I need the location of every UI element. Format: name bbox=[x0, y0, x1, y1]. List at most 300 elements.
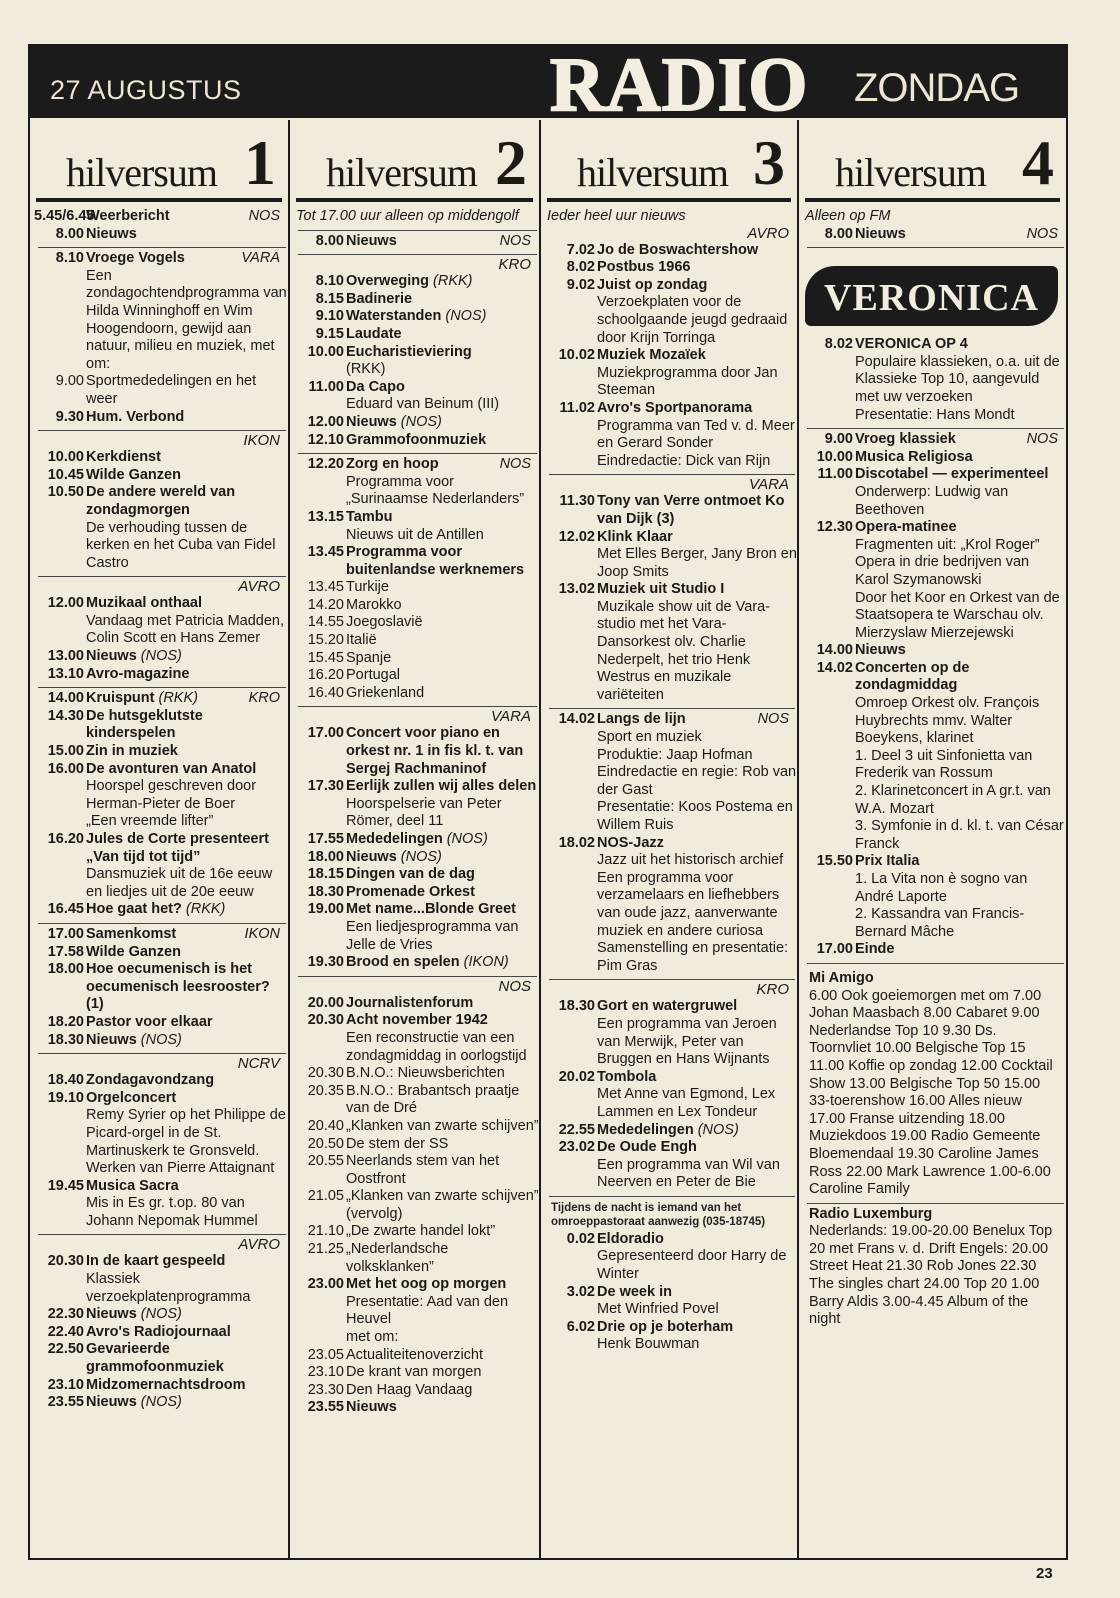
program-time: 8.10 bbox=[315, 273, 344, 290]
program-row bbox=[30, 708, 288, 743]
program-time: 12.10 bbox=[307, 431, 344, 448]
program-title: De Oude Engh bbox=[597, 1139, 697, 1156]
program-broadcaster: (RKK) bbox=[433, 273, 473, 290]
program-row bbox=[290, 849, 539, 867]
program-title: Marokko bbox=[346, 596, 402, 613]
program-row bbox=[30, 743, 288, 761]
program-title: De avonturen van Anatol bbox=[86, 760, 257, 777]
program-description: Een zondagochtendprogramma van Hilda Winninghoff en Wim Hoogendoorn, gewijd aan natuur, milieu en muziek, met om: bbox=[86, 267, 287, 372]
program-time: 18.40 bbox=[47, 1072, 84, 1089]
program-title: Turkije bbox=[346, 579, 389, 596]
program-title: Vroeg klassiek bbox=[855, 431, 956, 448]
program-time: 13.02 bbox=[558, 581, 595, 598]
program-row bbox=[30, 961, 288, 1014]
program-row bbox=[541, 1231, 797, 1284]
program-time: 20.30 bbox=[307, 1065, 344, 1082]
program-list bbox=[290, 230, 539, 1417]
program-title: Samenkomst bbox=[86, 925, 177, 942]
program-time: 13.10 bbox=[47, 665, 84, 682]
program-time: 11.30 bbox=[559, 493, 595, 510]
program-title: Muziek uit Studio I bbox=[597, 581, 725, 598]
program-title: NOS-Jazz bbox=[597, 834, 664, 851]
program-time: 23.55 bbox=[47, 1394, 84, 1411]
program-title: Concerten op de zondagmiddag bbox=[855, 659, 970, 694]
program-row bbox=[30, 1072, 288, 1090]
program-title: Hum. Verbond bbox=[86, 408, 185, 425]
program-row bbox=[290, 1188, 539, 1223]
program-title: De week in bbox=[597, 1283, 672, 1300]
program-description: 1. La Vita non è sogno van André Laporte 2. Kassandra van Francis-Bernard Mâche bbox=[855, 871, 1028, 940]
separator bbox=[549, 979, 795, 980]
program-description: (RKK) bbox=[346, 361, 386, 378]
program-row bbox=[30, 226, 288, 244]
program-title: Gort en watergruwel bbox=[597, 998, 738, 1015]
program-row bbox=[290, 1083, 539, 1118]
program-row bbox=[290, 1347, 539, 1365]
program-time: 22.30 bbox=[47, 1306, 84, 1323]
program-title: Vroege Vogels bbox=[86, 250, 185, 267]
program-time: 10.45 bbox=[47, 466, 84, 483]
program-list bbox=[30, 208, 288, 1412]
program-row bbox=[290, 456, 539, 509]
program-row bbox=[799, 466, 1066, 519]
program-title: Mededelingen bbox=[346, 831, 443, 847]
program-row bbox=[541, 1284, 797, 1319]
station-number: 2 bbox=[495, 127, 527, 198]
broadcaster-label: AVRO bbox=[238, 1236, 280, 1254]
program-row bbox=[290, 995, 539, 1013]
veronica-logo-text: VERONICA bbox=[824, 277, 1039, 320]
program-time: 15.50 bbox=[816, 853, 853, 870]
program-row bbox=[541, 998, 797, 1068]
program-title: Dingen van de dag bbox=[346, 866, 475, 883]
program-title: Nieuws bbox=[86, 225, 137, 242]
program-title: Kerkdienst bbox=[86, 449, 161, 466]
program-time: 13.15 bbox=[307, 508, 344, 525]
program-title: Nieuws bbox=[346, 232, 397, 249]
program-row bbox=[541, 493, 797, 528]
program-description: Sport en muziek Produktie: Jaap Hofman Eindredactie en regie: Rob van der Gast Presentatie: Koos Postema en Willem Ruis bbox=[597, 729, 797, 833]
program-time: 11.02 bbox=[559, 399, 595, 416]
separator bbox=[807, 247, 1064, 248]
program-title: Tony van Verre ontmoet Ko van Dijk (3) bbox=[597, 493, 785, 527]
program-title: „Nederlandsche volksklanken” bbox=[346, 1241, 449, 1275]
program-title: Prix Italia bbox=[855, 853, 920, 870]
program-time: 21.05 bbox=[307, 1188, 344, 1205]
program-time: 22.50 bbox=[47, 1341, 84, 1358]
program-time: 20.35 bbox=[307, 1082, 344, 1099]
station-header bbox=[296, 120, 533, 202]
program-time: 20.55 bbox=[307, 1153, 344, 1170]
program-row bbox=[290, 650, 539, 668]
program-time: 13.45 bbox=[307, 579, 344, 596]
program-row bbox=[290, 954, 539, 972]
station-header bbox=[547, 120, 791, 202]
program-time: 12.02 bbox=[558, 528, 595, 545]
program-row bbox=[290, 1153, 539, 1188]
program-row bbox=[30, 449, 288, 467]
mi-amigo-title: Mi Amigo bbox=[809, 969, 874, 986]
program-broadcaster: (NOS) bbox=[400, 413, 442, 430]
program-row bbox=[290, 344, 539, 379]
program-time: 10.00 bbox=[307, 343, 344, 360]
station-name: hilversum bbox=[835, 150, 986, 195]
station-header bbox=[36, 120, 282, 202]
program-title: Portugal bbox=[346, 667, 401, 684]
program-row bbox=[30, 1178, 288, 1231]
program-time: 8.10 bbox=[55, 250, 84, 267]
program-broadcaster: (NOS) bbox=[697, 1121, 739, 1138]
program-time: 20.30 bbox=[307, 1012, 344, 1029]
program-title: De hutsgeklutste kinderspelen bbox=[86, 707, 203, 742]
program-time: 13.00 bbox=[47, 648, 84, 665]
program-row bbox=[541, 1139, 797, 1192]
station-name: hilversum bbox=[66, 150, 217, 195]
program-title: Nieuws bbox=[346, 848, 397, 865]
program-broadcaster: (IKON) bbox=[463, 954, 509, 971]
program-row bbox=[290, 1118, 539, 1136]
program-broadcaster: VARA bbox=[241, 250, 280, 267]
program-time: 12.20 bbox=[307, 456, 344, 473]
program-row bbox=[30, 1014, 288, 1032]
program-time: 18.20 bbox=[47, 1013, 84, 1030]
program-row bbox=[290, 233, 539, 251]
program-row bbox=[799, 336, 1066, 424]
program-title: Zin in muziek bbox=[86, 743, 178, 760]
day-label: ZONDAG bbox=[854, 66, 1020, 110]
program-title: Wilde Ganzen bbox=[86, 466, 181, 483]
program-row bbox=[30, 595, 288, 648]
program-row bbox=[799, 449, 1066, 467]
luxemburg-title: Radio Luxemburg bbox=[809, 1205, 933, 1222]
program-title: De andere wereld van zondagmorgen bbox=[86, 484, 236, 518]
page-number: 23 bbox=[1036, 1565, 1053, 1582]
program-title: Opera-matinee bbox=[855, 519, 957, 536]
program-time: 16.40 bbox=[307, 684, 344, 701]
program-title: Muzikaal onthaal bbox=[86, 595, 203, 612]
program-row bbox=[290, 685, 539, 703]
program-title: Nieuws bbox=[855, 225, 906, 242]
program-broadcaster: (RKK) bbox=[185, 901, 226, 918]
program-title: Joegoslavië bbox=[346, 614, 423, 631]
program-row bbox=[290, 725, 539, 778]
radio-listing-frame bbox=[28, 44, 1068, 1560]
program-row bbox=[30, 761, 288, 831]
program-title: Eldoradio bbox=[597, 1230, 664, 1247]
program-time: 23.10 bbox=[47, 1376, 84, 1393]
program-row bbox=[799, 642, 1066, 660]
program-title: De stem der SS bbox=[346, 1135, 449, 1152]
program-row bbox=[290, 866, 539, 884]
program-time: 11.00 bbox=[817, 466, 853, 483]
program-title: Concert voor piano en orkest nr. 1 in fis kl. t. van Sergej Rachmaninof bbox=[346, 725, 524, 777]
program-title: Met het oog op morgen bbox=[346, 1276, 507, 1293]
program-time: 9.10 bbox=[315, 308, 344, 325]
program-row bbox=[290, 579, 539, 597]
program-time: 23.55 bbox=[307, 1399, 344, 1416]
program-row bbox=[290, 901, 539, 954]
program-row bbox=[290, 831, 539, 849]
separator bbox=[38, 1053, 286, 1054]
program-row bbox=[290, 597, 539, 615]
program-title: Zondagavondzang bbox=[86, 1072, 215, 1089]
program-broadcaster: (NOS) bbox=[140, 1031, 182, 1048]
station-intro: Tot 17.00 uur alleen op middengolf bbox=[296, 208, 519, 224]
program-title: Einde bbox=[855, 941, 895, 958]
program-time: 8.00 bbox=[315, 232, 344, 249]
program-broadcaster: NOS bbox=[1026, 225, 1058, 242]
program-time: 18.30 bbox=[307, 883, 344, 900]
program-title: Grammofoonmuziek bbox=[346, 431, 487, 448]
program-description: Muziekprogramma door Jan Steeman bbox=[597, 364, 778, 399]
program-title: Nieuws bbox=[86, 648, 137, 665]
program-time: 17.55 bbox=[307, 831, 344, 847]
program-time: 16.20 bbox=[47, 831, 84, 847]
program-description: Remy Syrier op het Philippe de Picard-orgel in de St. Martinuskerk te Gronsveld. Werken van Pierre Attaignant bbox=[86, 1107, 286, 1177]
program-title: Postbus 1966 bbox=[597, 259, 691, 276]
program-time: 10.02 bbox=[558, 347, 595, 364]
program-time: 11.00 bbox=[308, 378, 344, 395]
program-broadcaster: (NOS) bbox=[140, 648, 182, 665]
program-title: Griekenland bbox=[346, 684, 425, 701]
program-time: 13.45 bbox=[307, 544, 344, 561]
program-title: Musica Sacra bbox=[86, 1177, 179, 1194]
program-title: Nieuws bbox=[86, 1031, 137, 1048]
mi-amigo-text: 6.00 Ook goeiemorgen met om 7.00 Johan Maasbach 8.00 Cabaret 9.00 Nederlandse Top 10 9.30 Ds. Toornvliet 10.00 Belgische Top 15 11.00 Koffie op zondag 12.00 Cocktail Show 13.00 Belgische Top 50 15.00 33-toerenshow 16.00 Alles nieuw 17.00 Franse uitzending 18.00 Muziekdoos 19.00 Radio Gemeente Bloemendaal 19.30 Caroline James Ross 22.00 Mark Lawrence 1.00-6.00 Caroline Family bbox=[809, 987, 1053, 1198]
program-time: 20.30 bbox=[47, 1253, 84, 1270]
program-row bbox=[290, 667, 539, 685]
program-broadcaster: (RKK) bbox=[158, 690, 198, 707]
program-time: 15.20 bbox=[307, 632, 344, 649]
program-row bbox=[541, 259, 797, 277]
separator bbox=[298, 254, 537, 255]
separator bbox=[38, 687, 286, 688]
program-title: Laudate bbox=[346, 325, 402, 342]
program-time: 21.10 bbox=[307, 1223, 344, 1240]
column-hilversum-2 bbox=[288, 120, 539, 1558]
program-row bbox=[541, 242, 797, 260]
program-title: Avro-magazine bbox=[86, 665, 190, 682]
program-row bbox=[290, 1241, 539, 1276]
program-row bbox=[290, 1276, 539, 1346]
program-row bbox=[30, 1377, 288, 1395]
program-description: Een programma van Jeroen van Merwijk, Peter van Bruggen en Hans Wijnants bbox=[597, 1015, 777, 1068]
program-title: Hoe gaat het? bbox=[86, 901, 182, 918]
program-title: Spanje bbox=[346, 649, 392, 666]
program-title: Jules de Corte presenteert „Van tijd tot tijd” bbox=[86, 831, 269, 865]
broadcaster-label: VARA bbox=[490, 708, 531, 726]
broadcaster-label: NOS bbox=[498, 977, 531, 995]
program-row bbox=[799, 519, 1066, 642]
program-title: Nieuws bbox=[346, 1399, 397, 1416]
program-title: B.N.O.: Brabantsch praatje van de Dré bbox=[346, 1082, 520, 1117]
program-time: 8.15 bbox=[315, 290, 344, 307]
program-time: 21.25 bbox=[307, 1241, 344, 1258]
program-time: 20.02 bbox=[558, 1068, 595, 1085]
program-time: 23.02 bbox=[558, 1139, 595, 1156]
program-row bbox=[30, 690, 288, 708]
program-time: 12.30 bbox=[816, 519, 853, 536]
program-row bbox=[30, 208, 288, 226]
program-time: 14.02 bbox=[558, 711, 595, 728]
program-row bbox=[30, 1306, 288, 1324]
station-number: 3 bbox=[753, 127, 785, 198]
program-title: Badinerie bbox=[346, 290, 413, 307]
program-time: 23.30 bbox=[307, 1381, 344, 1398]
separator bbox=[807, 1203, 1064, 1204]
program-list bbox=[799, 336, 1066, 964]
program-row bbox=[30, 467, 288, 485]
program-time: 18.15 bbox=[307, 866, 344, 883]
separator bbox=[298, 976, 537, 977]
program-title: Kruispunt bbox=[86, 690, 155, 707]
program-time: 14.20 bbox=[307, 596, 344, 613]
program-description: Met Winfried Povel bbox=[597, 1301, 719, 1318]
program-title: B.N.O.: Nieuwsberichten bbox=[346, 1065, 505, 1082]
program-broadcaster: NOS bbox=[499, 232, 531, 249]
program-row bbox=[541, 1319, 797, 1354]
program-time: 18.00 bbox=[307, 848, 344, 865]
program-time: 10.00 bbox=[816, 448, 853, 465]
mi-amigo-block bbox=[799, 970, 1066, 1199]
program-row bbox=[30, 666, 288, 684]
program-row bbox=[541, 1122, 797, 1140]
program-description: Programma van Ted v. d. Meer en Gerard Sonder Eindredactie: Dick van Rijn bbox=[597, 417, 795, 469]
program-time: 12.00 bbox=[47, 595, 84, 612]
program-description: Vandaag met Patricia Madden, Colin Scott en Hans Zemer bbox=[86, 612, 285, 647]
program-time: 8.00 bbox=[55, 225, 84, 242]
program-title: Drie op je boterham bbox=[597, 1318, 734, 1335]
program-time: 22.40 bbox=[47, 1323, 84, 1340]
program-title: Tombola bbox=[597, 1068, 657, 1085]
program-description: Een programma van Wil van Neerven en Peter de Bie bbox=[597, 1156, 780, 1191]
program-title: „Klanken van zwarte schijven” (vervolg) bbox=[346, 1188, 539, 1222]
program-row bbox=[799, 226, 1066, 244]
program-row bbox=[290, 291, 539, 309]
program-title: Actualiteitenoverzicht bbox=[346, 1346, 484, 1363]
program-time: 12.00 bbox=[307, 413, 344, 430]
program-row bbox=[30, 926, 288, 944]
program-title: Nieuws bbox=[346, 413, 397, 430]
program-title: Langs de lijn bbox=[597, 711, 686, 728]
program-broadcaster: IKON bbox=[244, 925, 280, 942]
program-description: Fragmenten uit: „Krol Roger” Opera in drie bedrijven van Karol Szymanowski Door het Koor en Orkest van de Staatsopera te Warschau olv. Mierzyslaw Mierzejewski bbox=[855, 536, 1060, 641]
program-broadcaster: NOS bbox=[1026, 431, 1058, 448]
program-title: Journalistenforum bbox=[346, 994, 474, 1011]
program-description: Een liedjesprogramma van Jelle de Vries bbox=[346, 918, 519, 953]
program-description: Met Elles Berger, Jany Bron en Joop Smits bbox=[597, 546, 797, 580]
program-row bbox=[30, 944, 288, 962]
program-time: 18.00 bbox=[47, 961, 84, 978]
program-time: 8.02 bbox=[566, 259, 595, 276]
program-time: 20.00 bbox=[307, 994, 344, 1011]
program-time: 8.02 bbox=[824, 336, 853, 353]
program-time: 18.30 bbox=[558, 998, 595, 1015]
column-hilversum-3 bbox=[539, 120, 797, 1558]
program-row bbox=[290, 884, 539, 902]
program-time: 23.10 bbox=[307, 1364, 344, 1381]
program-title: Wilde Ganzen bbox=[86, 943, 181, 960]
separator bbox=[549, 708, 795, 709]
program-description: Eduard van Beinum (III) bbox=[346, 396, 500, 413]
separator bbox=[38, 430, 286, 431]
program-time: 6.02 bbox=[566, 1318, 595, 1335]
program-broadcaster: (NOS) bbox=[445, 308, 487, 325]
program-row bbox=[290, 509, 539, 544]
broadcaster-label: KRO bbox=[498, 256, 531, 274]
page-header bbox=[30, 43, 1066, 127]
program-row bbox=[541, 711, 797, 834]
program-list bbox=[541, 226, 797, 1354]
program-title: Acht november 1942 bbox=[346, 1012, 488, 1029]
separator bbox=[38, 923, 286, 924]
program-time: 17.00 bbox=[816, 941, 853, 958]
radio-title: RADIO bbox=[550, 43, 809, 127]
program-row bbox=[30, 648, 288, 666]
program-title: Eerlijk zullen wij alles delen bbox=[346, 778, 537, 795]
program-row bbox=[30, 409, 288, 427]
separator bbox=[38, 247, 286, 248]
station-intro: Ieder heel uur nieuws bbox=[547, 208, 686, 224]
program-title: In de kaart gespeeld bbox=[86, 1253, 226, 1270]
program-row bbox=[799, 431, 1066, 449]
station-name: hilversum bbox=[326, 150, 477, 195]
program-row bbox=[541, 581, 797, 704]
broadcaster-label: AVRO bbox=[747, 224, 789, 242]
program-time: 10.50 bbox=[47, 484, 84, 501]
program-broadcaster: NOS bbox=[248, 208, 280, 224]
program-description: Verzoekplaten voor de schoolgaande jeugd gedraaid door Krijn Torringa bbox=[597, 294, 788, 346]
program-title: Met name...Blonde Greet bbox=[346, 901, 517, 918]
veronica-logo bbox=[805, 266, 1058, 326]
program-title: Promenade Orkest bbox=[346, 883, 475, 900]
program-row bbox=[290, 1399, 539, 1417]
program-title: Discotabel — experimenteel bbox=[855, 466, 1049, 483]
program-time: 23.05 bbox=[307, 1346, 344, 1363]
program-row bbox=[799, 660, 1066, 854]
program-row bbox=[541, 277, 797, 347]
program-time: 9.00 bbox=[55, 373, 84, 390]
program-broadcaster: NOS bbox=[757, 711, 789, 728]
program-time: 18.30 bbox=[47, 1031, 84, 1048]
program-description: Nieuws uit de Antillen bbox=[346, 526, 484, 543]
program-title: Da Capo bbox=[346, 378, 405, 395]
program-description: Muzikale show uit de Vara-studio met het Vara-Dansorkest olv. Charlie Nederpelt, het trio Henk Westrus en muzikale variëteiten bbox=[597, 598, 771, 703]
broadcaster-label: KRO bbox=[756, 981, 789, 999]
program-row bbox=[290, 778, 539, 831]
program-row bbox=[290, 432, 539, 450]
program-row bbox=[541, 400, 797, 470]
program-time: 17.30 bbox=[307, 778, 344, 795]
program-row bbox=[541, 835, 797, 976]
separator bbox=[38, 1234, 286, 1235]
separator bbox=[549, 474, 795, 475]
program-title: Brood en spelen bbox=[346, 954, 460, 971]
program-title: Avro's Sportpanorama bbox=[597, 399, 753, 416]
program-row bbox=[799, 853, 1066, 941]
program-broadcaster: (NOS) bbox=[140, 1306, 182, 1323]
program-time: 3.02 bbox=[566, 1283, 595, 1300]
program-broadcaster: (NOS) bbox=[140, 1394, 182, 1411]
date-label: 27 AUGUSTUS bbox=[50, 75, 242, 105]
station-number: 4 bbox=[1022, 127, 1054, 198]
program-row bbox=[30, 250, 288, 373]
program-description: De verhouding tussen de kerken en het Cuba van Fidel Castro bbox=[86, 519, 276, 571]
separator bbox=[38, 576, 286, 577]
separator bbox=[807, 428, 1064, 429]
program-title: Muziek Mozaïek bbox=[597, 347, 706, 364]
program-title: Mededelingen bbox=[597, 1121, 694, 1138]
